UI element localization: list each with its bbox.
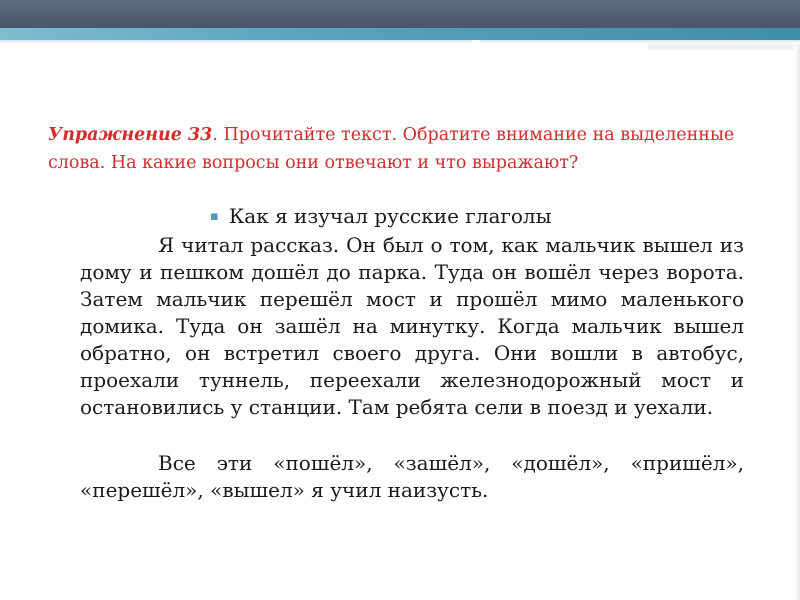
text-title-line — [210, 202, 552, 231]
exercise-instruction: . Прочитайте текст. Обратите внимание на выделенные слова. На какие вопросы они отвечают и что выражают? — [48, 125, 735, 173]
slide-accent-stripe — [0, 28, 800, 40]
story-paragraph-1 — [80, 232, 744, 421]
paragraph-1-text: Я читал рассказ. Он был о том, как мальчик вышел из дому и пешком дошёл до парка. Туда он вошёл через ворота. Затем мальчик перешёл мост и прошёл мимо маленького домика. Туда он зашёл на минутку. Когда мальчик вышел обратно, он встретил своего друга. Они вошли в автобус, проехали туннель, переехали железнодорожный мост и остановились у станции. Там ребята сели в поезд и уехали. — [80, 233, 744, 419]
slide-top-bar — [0, 0, 800, 28]
exercise-heading — [48, 121, 748, 177]
story-paragraph-2 — [80, 450, 744, 504]
exercise-label: Упражнение 33 — [48, 125, 213, 145]
bullet-marker-icon: ▪ — [210, 209, 219, 224]
decorative-notch — [472, 40, 480, 56]
slide-edge-shadow — [794, 44, 800, 600]
decorative-notch — [648, 44, 800, 50]
paragraph-2-text: Все эти «пошёл», «зашёл», «дошёл», «пришёл», «перешёл», «вышел» я учил наизусть. — [80, 451, 744, 502]
text-title: Как я изучал русские глаголы — [228, 204, 552, 228]
